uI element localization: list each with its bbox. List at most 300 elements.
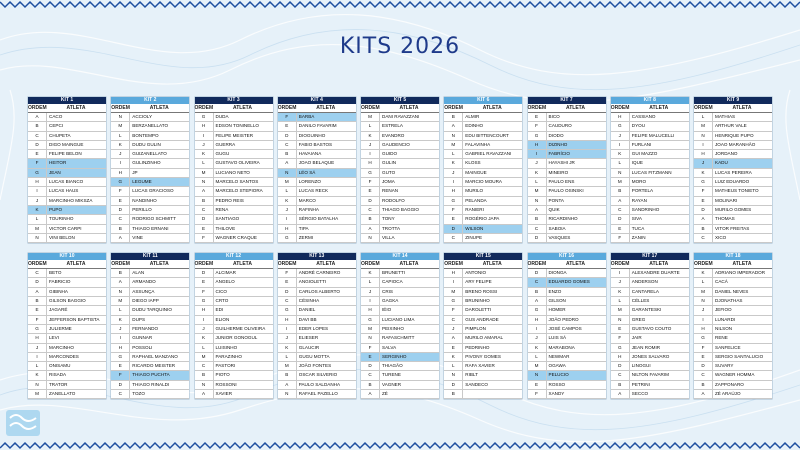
atleta-cell: SUVARY — [715, 363, 734, 369]
atleta-cell: ELIESER — [298, 335, 319, 341]
ordem-cell: L — [28, 215, 47, 223]
ordem-cell: N — [111, 113, 130, 121]
table-row — [528, 187, 606, 196]
atleta-cell: GARANTESKI — [631, 307, 662, 313]
atleta-cell: MATHEUS TONIETO — [715, 188, 759, 194]
atleta-cell: POSSOLI — [132, 344, 153, 350]
table-row — [278, 371, 356, 380]
ordem-cell: G — [611, 344, 630, 352]
atleta-cell: ACCIOLY — [132, 114, 153, 119]
ordem-cell: H — [528, 316, 547, 324]
atleta-cell: THIAGO PUCHTA — [132, 372, 170, 378]
ordem-cell: H — [694, 150, 713, 158]
atleta-header: ATLETA — [66, 105, 86, 111]
atleta-cell: GUERRA — [215, 141, 236, 147]
atleta-cell: DUDU GULIN — [132, 141, 161, 147]
atleta-cell: DJONATHAS — [715, 298, 743, 304]
atleta-cell: CEPCI — [49, 123, 64, 129]
atleta-cell: DUPS — [132, 316, 146, 322]
atleta-cell: GLAUCIR — [298, 344, 320, 350]
ordem-cell: J — [195, 325, 214, 333]
atleta-cell: WILSON — [465, 225, 484, 231]
top-zigzag-border — [0, 0, 800, 10]
ordem-cell: I — [361, 297, 380, 305]
table-row — [28, 325, 106, 334]
atleta-cell: JOAO MARANHÃO — [715, 141, 756, 147]
table-row — [694, 297, 772, 306]
atleta-cell: ANTONIO — [465, 270, 487, 276]
atleta-cell: WAGNER HOMMA — [715, 372, 755, 378]
atleta-cell: PIVONY GOMES — [465, 353, 501, 359]
ordem-header: ORDEM — [610, 261, 630, 268]
kit-title: KIT 16 — [528, 253, 606, 260]
atleta-cell: GAGKA — [382, 298, 399, 304]
kit-table — [444, 97, 522, 243]
ordem-cell: B — [278, 371, 297, 379]
ordem-cell: J — [694, 306, 713, 314]
bottom-zigzag-border — [0, 440, 800, 450]
atleta-cell: PETRINI — [631, 381, 650, 387]
kit-table — [28, 253, 106, 399]
ordem-cell: L — [195, 159, 214, 167]
table-row — [444, 150, 522, 159]
ordem-cell: E — [611, 225, 630, 233]
ordem-header: ORDEM — [694, 105, 713, 111]
ordem-cell: E — [111, 362, 130, 370]
atleta-cell: GABRIEL RAVAZZANI — [465, 151, 512, 157]
ordem-cell: J — [361, 141, 380, 149]
atleta-cell: THOMAS — [715, 216, 735, 222]
atleta-cell: LEGUME — [132, 179, 152, 185]
kit-title: KIT 14 — [361, 253, 439, 260]
table-row — [611, 390, 689, 399]
ordem-cell: B — [195, 371, 214, 379]
ordem-cell: E — [611, 325, 630, 333]
table-row — [278, 187, 356, 196]
atleta-cell: BRUNINHO — [465, 298, 490, 304]
ordem-cell: K — [528, 344, 547, 352]
atleta-cell: ZÉ — [382, 391, 388, 397]
atleta-cell: ADRIANO IMPERADOR — [715, 270, 766, 276]
atleta-cell: RODOLFO — [382, 197, 405, 203]
atleta-cell: PONTA — [548, 197, 564, 203]
ordem-cell: N — [278, 169, 297, 177]
ordem-cell: D — [195, 269, 214, 277]
atleta-cell: DUDA — [215, 114, 229, 119]
atleta-cell: HAVAIANA — [298, 151, 322, 157]
table-row — [28, 225, 106, 234]
table-row — [361, 325, 439, 334]
ordem-cell: A — [361, 225, 380, 233]
atleta-cell: GUGU MOTTA — [298, 353, 330, 359]
atleta-cell: ROGÉRIO JAPA — [465, 216, 500, 222]
kit-title: KIT 3 — [195, 97, 273, 104]
ordem-cell: G — [278, 234, 297, 242]
atleta-cell: TUCA — [631, 225, 645, 231]
table-row — [278, 390, 356, 399]
atleta-header: ATLETA — [233, 105, 252, 111]
kit-table — [111, 97, 189, 243]
ordem-cell: A — [195, 187, 214, 195]
ordem-cell: I — [361, 150, 380, 158]
table-row — [611, 197, 689, 206]
ordem-cell: I — [611, 269, 630, 277]
table-row — [444, 122, 522, 131]
ordem-cell: B — [694, 381, 713, 389]
ordem-cell: I — [111, 159, 130, 167]
kit-title: KIT 6 — [444, 97, 522, 104]
table-row — [694, 150, 772, 159]
table-row — [611, 187, 689, 196]
atleta-cell: DIONGA — [548, 270, 567, 276]
ordem-cell: L — [278, 353, 297, 361]
table-row — [694, 187, 772, 196]
kit-title: KIT 12 — [195, 253, 273, 260]
atleta-cell: FABIO BASTOS — [298, 141, 333, 147]
table-header — [694, 260, 772, 269]
table-row — [361, 187, 439, 196]
ordem-cell: A — [195, 390, 214, 398]
ordem-cell: B — [361, 381, 380, 389]
table-row — [361, 288, 439, 297]
ordem-cell: G — [528, 132, 547, 140]
atleta-cell: ALAN — [132, 270, 145, 276]
atleta-cell: ANDRÉ CARNEIRO — [298, 270, 341, 276]
atleta-cell: SANDECO — [465, 381, 488, 387]
table-row — [28, 269, 106, 278]
atleta-cell: EDINHO — [465, 123, 484, 129]
table-row — [28, 344, 106, 353]
atleta-header: ATLETA — [316, 105, 336, 111]
table-row — [611, 132, 689, 141]
table-row — [611, 269, 689, 278]
atleta-cell: ASSUNÇA — [132, 288, 155, 294]
table-row — [694, 344, 772, 353]
ordem-header: ORDEM — [28, 105, 47, 111]
ordem-cell: J — [444, 169, 463, 177]
ordem-cell: I — [278, 215, 297, 223]
atleta-cell: LUCIANO LIMA — [382, 316, 415, 322]
table-row — [694, 381, 772, 390]
ordem-cell: L — [694, 113, 713, 121]
ordem-cell: D — [444, 225, 463, 233]
atleta-cell: RISADA — [49, 372, 67, 378]
table-row — [28, 297, 106, 306]
table-row — [28, 288, 106, 297]
table-row — [28, 132, 106, 141]
ordem-cell: E — [195, 278, 214, 286]
table-row — [111, 362, 189, 371]
atleta-cell: ZERMI — [298, 234, 314, 240]
table-row — [444, 362, 522, 371]
table-row — [361, 215, 439, 224]
table-header — [195, 104, 273, 113]
ordem-cell: D — [611, 362, 630, 370]
ordem-cell: K — [611, 288, 630, 296]
table-row — [444, 334, 522, 343]
table-row — [28, 113, 106, 122]
table-row — [111, 288, 189, 297]
atleta-cell: MURILO AMARAL — [465, 335, 504, 341]
atleta-cell: BRUNETTI — [382, 270, 405, 276]
atleta-cell: NANDINHO — [132, 197, 157, 203]
ordem-cell: H — [611, 113, 630, 121]
ordem-cell: A — [111, 234, 130, 242]
table-header — [361, 260, 439, 269]
table-row — [195, 278, 273, 287]
table-row — [111, 225, 189, 234]
atleta-cell: LUNARDI — [715, 316, 736, 322]
table-row — [361, 150, 439, 159]
table-row — [278, 169, 356, 178]
atleta-cell: EVANDRO — [382, 132, 405, 138]
atleta-cell: VINI BELON — [49, 234, 75, 240]
atleta-cell: EDUARDO GOMES — [548, 279, 590, 285]
atleta-cell: XAVIER — [215, 391, 233, 397]
atleta-cell: PAULO ENS — [548, 179, 575, 185]
atleta-cell: ESTRELA — [382, 123, 403, 129]
ordem-cell: D — [28, 278, 47, 286]
atleta-cell: JEFIOO — [715, 307, 732, 313]
atleta-cell: FELIPE BELON — [49, 151, 82, 157]
ordem-cell: L — [611, 297, 630, 305]
atleta-cell: ANDERSON — [631, 279, 658, 285]
ordem-cell: K — [28, 206, 47, 214]
atleta-header: ATLETA — [399, 105, 419, 111]
table-row — [694, 288, 772, 297]
ordem-cell: J — [28, 344, 47, 352]
table-row — [528, 381, 606, 390]
ordem-cell: I — [444, 278, 463, 286]
table-row — [361, 225, 439, 234]
atleta-cell: FALAVINHA — [465, 141, 491, 147]
atleta-cell: ZÉ ARAÚJO — [715, 391, 741, 397]
table-header — [444, 104, 522, 113]
ordem-cell: I — [528, 150, 547, 158]
table-row — [28, 353, 106, 362]
ordem-header: ORDEM — [194, 261, 214, 268]
atleta-cell: PARAZINHO — [215, 353, 242, 359]
ordem-cell: H — [195, 122, 214, 130]
table-row — [28, 206, 106, 215]
ordem-cell: F — [111, 371, 130, 379]
atleta-cell: RICARDINHO — [548, 216, 578, 222]
table-row — [28, 150, 106, 159]
table-row — [611, 150, 689, 159]
atleta-cell: RAFAEL PAZELLO — [298, 391, 338, 397]
ordem-header: ORDEM — [444, 261, 463, 268]
ordem-cell: M — [195, 353, 214, 361]
atleta-cell: GUIZANELLATO — [132, 151, 167, 157]
atleta-cell: FERNANDO — [132, 325, 159, 331]
atleta-cell: GUIDO — [382, 151, 398, 157]
table-row — [528, 269, 606, 278]
kit-table — [694, 97, 772, 243]
atleta-cell: JOÃO PEDRO — [548, 316, 579, 322]
atleta-cell: DANIEL NEVES — [715, 288, 749, 294]
atleta-cell: TURENE — [382, 372, 401, 378]
table-row — [694, 225, 772, 234]
ordem-header: ORDEM — [277, 261, 297, 268]
ordem-cell: I — [694, 141, 713, 149]
kits-grid — [28, 97, 772, 399]
table-row — [528, 178, 606, 187]
ordem-cell: J — [111, 150, 130, 158]
ordem-cell: F — [361, 344, 380, 352]
table-row — [361, 362, 439, 371]
ordem-cell: L — [694, 278, 713, 286]
table-row — [444, 297, 522, 306]
ordem-cell: N — [278, 390, 297, 398]
atleta-cell: TRATOR — [49, 381, 68, 387]
ordem-cell: C — [111, 390, 130, 398]
atleta-cell: PIOTO — [215, 372, 230, 378]
ordem-cell: A — [611, 390, 630, 398]
table-header — [28, 104, 106, 113]
ordem-cell: B — [444, 390, 463, 398]
table-row — [361, 178, 439, 187]
table-row — [278, 297, 356, 306]
table-row — [444, 197, 522, 206]
table-row — [528, 234, 606, 243]
table-row — [444, 132, 522, 141]
ordem-cell: M — [111, 297, 130, 305]
ordem-cell: A — [528, 297, 547, 305]
ordem-cell: C — [611, 371, 630, 379]
ordem-cell: J — [111, 325, 130, 333]
ordem-cell: K — [195, 334, 214, 342]
kit-table — [195, 253, 273, 399]
table-row — [111, 141, 189, 150]
table-row — [611, 225, 689, 234]
ordem-cell: J — [278, 206, 297, 214]
ordem-header: ORDEM — [277, 105, 297, 111]
table-row — [278, 278, 356, 287]
ordem-cell: B — [694, 225, 713, 233]
atleta-cell: CACÁ — [715, 279, 728, 285]
atleta-cell: SALVA — [382, 344, 397, 350]
ordem-cell: N — [28, 381, 47, 389]
atleta-cell: BICO — [548, 114, 560, 119]
table-row — [195, 353, 273, 362]
atleta-cell: OSCAR SILVERIO — [298, 372, 338, 378]
ordem-cell: F — [444, 206, 463, 214]
atleta-header: ATLETA — [566, 261, 585, 268]
ordem-cell: K — [278, 344, 297, 352]
atleta-cell: PORTELA — [631, 188, 654, 194]
atleta-cell: RAPHAEL MANZANO — [132, 353, 178, 359]
table-row — [195, 225, 273, 234]
atleta-cell: DAROLETTI — [465, 307, 492, 313]
atleta-cell: PASTORI — [215, 363, 236, 369]
table-row — [111, 169, 189, 178]
atleta-cell: BERZANELLATO — [132, 123, 169, 129]
ordem-cell: D — [111, 381, 130, 389]
atleta-cell: HENRIQUE PUPO — [715, 132, 754, 138]
ordem-cell: H — [361, 306, 380, 314]
atleta-cell: ROSSONI — [215, 381, 237, 387]
atleta-cell: LUCAS PEREIRA — [715, 169, 752, 175]
table-row — [278, 206, 356, 215]
atleta-cell: SANTIAGO — [215, 216, 240, 222]
ordem-cell: G — [111, 353, 130, 361]
table-row — [361, 269, 439, 278]
atleta-cell: SECCO — [631, 391, 649, 397]
ordem-cell: F — [694, 187, 713, 195]
atleta-cell: FELIPE MEISTER — [215, 132, 254, 138]
atleta-cell — [463, 390, 522, 398]
atleta-header: ATLETA — [399, 261, 419, 268]
atleta-cell: DIGO MAINGUE — [49, 141, 84, 147]
table-row — [694, 132, 772, 141]
table-row — [361, 316, 439, 325]
ordem-cell: N — [195, 178, 214, 186]
table-row — [278, 197, 356, 206]
ordem-cell: F — [694, 344, 713, 352]
table-row — [611, 206, 689, 215]
table-row — [694, 215, 772, 224]
table-row — [444, 215, 522, 224]
atleta-cell: GUNNAR — [132, 335, 153, 341]
table-row — [361, 113, 439, 122]
atleta-cell: ELION — [215, 316, 230, 322]
ordem-cell: J — [528, 159, 547, 167]
ordem-cell: C — [278, 297, 297, 305]
atleta-cell: TOZO — [132, 391, 145, 397]
atleta-cell: SANDRINHO — [631, 206, 660, 212]
atleta-cell: CASSIANO — [631, 114, 656, 119]
table-row — [195, 113, 273, 122]
ordem-cell: A — [528, 206, 547, 214]
table-row — [444, 141, 522, 150]
ordem-cell: G — [28, 325, 47, 333]
atleta-cell: DUDU TARQUINIO — [132, 307, 172, 313]
ordem-cell: M — [694, 122, 713, 130]
ordem-cell: F — [28, 316, 47, 324]
ordem-cell: C — [694, 234, 713, 242]
table-row — [528, 113, 606, 122]
atleta-cell: JOÃO FONTES — [298, 363, 332, 369]
kit-title: KIT 9 — [694, 97, 772, 104]
ordem-cell: E — [28, 306, 47, 314]
table-row — [444, 169, 522, 178]
table-row — [111, 234, 189, 243]
ordem-cell: L — [361, 122, 380, 130]
table-row — [195, 362, 273, 371]
ordem-cell: C — [111, 215, 130, 223]
table-row — [111, 297, 189, 306]
atleta-header: ATLETA — [66, 261, 86, 268]
ordem-cell: H — [278, 225, 297, 233]
table-row — [111, 178, 189, 187]
table-header — [611, 104, 689, 113]
atleta-cell: ZANELLATO — [49, 391, 76, 397]
table-header — [111, 260, 189, 269]
table-row — [278, 132, 356, 141]
table-row — [361, 278, 439, 287]
ordem-header: ORDEM — [361, 261, 380, 268]
ordem-cell: D — [278, 288, 297, 296]
atleta-cell: MORO — [631, 179, 647, 185]
kit-table — [528, 253, 606, 399]
atleta-cell: TROTTA — [382, 225, 401, 231]
atleta-cell: PAULO OSINSKI — [548, 188, 584, 194]
table-row — [694, 334, 772, 343]
table-row — [195, 288, 273, 297]
ordem-cell: F — [28, 159, 47, 167]
ordem-cell: G — [444, 197, 463, 205]
table-row — [361, 381, 439, 390]
